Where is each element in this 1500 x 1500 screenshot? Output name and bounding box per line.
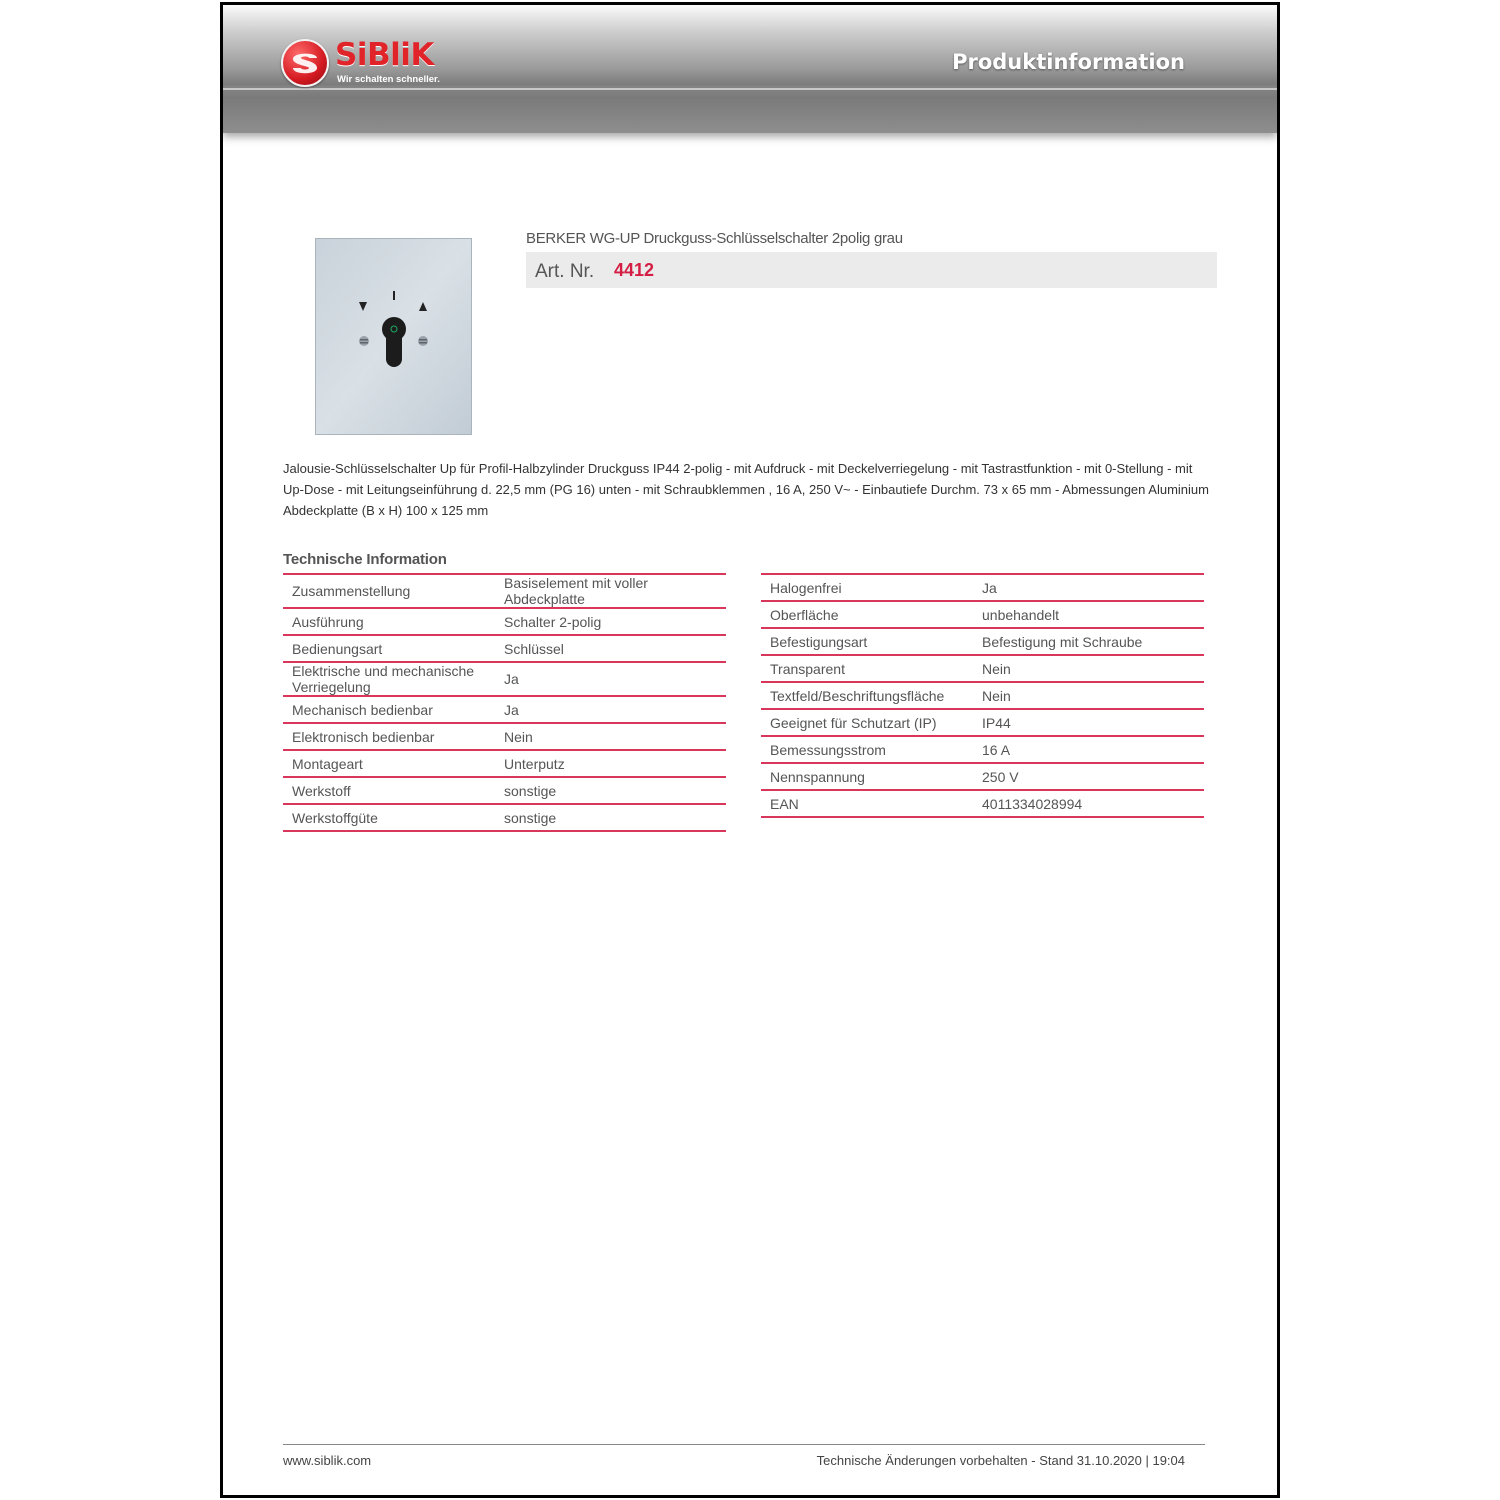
product-image xyxy=(315,238,472,435)
spec-row xyxy=(761,628,1204,655)
spec-value: 16 A xyxy=(973,736,1204,763)
page-title: Produktinformation xyxy=(952,50,1185,74)
spec-row xyxy=(283,723,726,750)
spec-value: Basiselement mit voller Abdeckplatte xyxy=(495,574,726,608)
spec-value: 4011334028994 xyxy=(973,790,1204,817)
spec-key: Nennspannung xyxy=(761,763,973,790)
spec-key: Bemessungsstrom xyxy=(761,736,973,763)
siblik-logo xyxy=(281,39,471,89)
spec-row xyxy=(761,790,1204,817)
product-name: BERKER WG-UP Druckguss-Schlüsselschalter 2polig grau xyxy=(526,230,903,247)
spec-row xyxy=(761,709,1204,736)
spec-value: sonstige xyxy=(495,777,726,804)
spec-key: Werkstoffgüte xyxy=(283,804,495,831)
spec-value: Ja xyxy=(495,662,726,696)
spec-row xyxy=(283,777,726,804)
spec-value: unbehandelt xyxy=(973,601,1204,628)
article-number-label: Art. Nr. xyxy=(535,261,595,282)
spec-value: Unterputz xyxy=(495,750,726,777)
spec-row xyxy=(761,736,1204,763)
spec-row xyxy=(283,750,726,777)
spec-key: Bedienungsart xyxy=(283,635,495,662)
spec-row xyxy=(283,662,726,696)
spec-key: Montageart xyxy=(283,750,495,777)
logo-wordmark: SiBliK xyxy=(335,37,434,73)
spec-value: Befestigung mit Schraube xyxy=(973,628,1204,655)
spec-key: Mechanisch bedienbar xyxy=(283,696,495,723)
spec-row xyxy=(761,655,1204,682)
spec-key: Textfeld/Beschriftungsfläche xyxy=(761,682,973,709)
spec-value: 250 V xyxy=(973,763,1204,790)
spec-value: IP44 xyxy=(973,709,1204,736)
logo-tagline: Wir schalten schneller. xyxy=(337,74,440,85)
spec-key: Elektrische und mechanische Verriegelung xyxy=(283,662,495,696)
spec-value: Ja xyxy=(973,574,1204,601)
logo-emblem-icon xyxy=(281,39,329,87)
spec-table-left xyxy=(283,573,726,832)
spec-table-right xyxy=(761,573,1204,818)
spec-value: Schalter 2-polig xyxy=(495,608,726,635)
spec-value: Ja xyxy=(495,696,726,723)
spec-row xyxy=(283,635,726,662)
spec-key: Halogenfrei xyxy=(761,574,973,601)
spec-key: EAN xyxy=(761,790,973,817)
document-page xyxy=(220,2,1280,1498)
spec-key: Ausführung xyxy=(283,608,495,635)
spec-key: Geeignet für Schutzart (IP) xyxy=(761,709,973,736)
article-number: 4412 xyxy=(614,260,655,280)
article-number-box xyxy=(526,252,1217,288)
spec-key: Werkstoff xyxy=(283,777,495,804)
spec-row xyxy=(283,608,726,635)
spec-key: Transparent xyxy=(761,655,973,682)
spec-value: Nein xyxy=(973,655,1204,682)
footer-website-link[interactable]: www.siblik.com xyxy=(283,1453,372,1468)
spec-key: Elektronisch bedienbar xyxy=(283,723,495,750)
spec-row xyxy=(761,574,1204,601)
spec-row xyxy=(761,763,1204,790)
spec-key: Befestigungsart xyxy=(761,628,973,655)
spec-key: Zusammenstellung xyxy=(283,574,495,608)
spec-row xyxy=(283,696,726,723)
spec-value: Schlüssel xyxy=(495,635,726,662)
spec-row xyxy=(761,682,1204,709)
spec-row xyxy=(283,574,726,608)
spec-value: Nein xyxy=(973,682,1204,709)
spec-row xyxy=(283,804,726,831)
spec-value: sonstige xyxy=(495,804,726,831)
header-banner xyxy=(223,5,1277,133)
product-description: Jalousie-Schlüsselschalter Up für Profil-Halbzylinder Druckguss IP44 2-polig - mit Aufdruck - mit Deckelverriegelung - mit Tastrastfunktion - mit 0-Stellung - mit Up-Dose - mit Leitungseinführung d. 22,5 mm (PG 16) unten - mit Schraubklemmen , 16 A, 250 V~ - Einbautiefe Durchm. 73 x 65 mm - Abmessungen Aluminium Abdeckplatte (B x H) 100 x 125 mm xyxy=(283,461,1209,518)
technical-info-heading: Technische Information xyxy=(283,551,447,568)
footer-divider xyxy=(283,1444,1205,1445)
spec-key: Oberfläche xyxy=(761,601,973,628)
footer-note: Technische Änderungen vorbehalten - Stand 31.10.2020 | 19:04 xyxy=(816,1453,1185,1468)
spec-row xyxy=(761,601,1204,628)
spec-value: Nein xyxy=(495,723,726,750)
